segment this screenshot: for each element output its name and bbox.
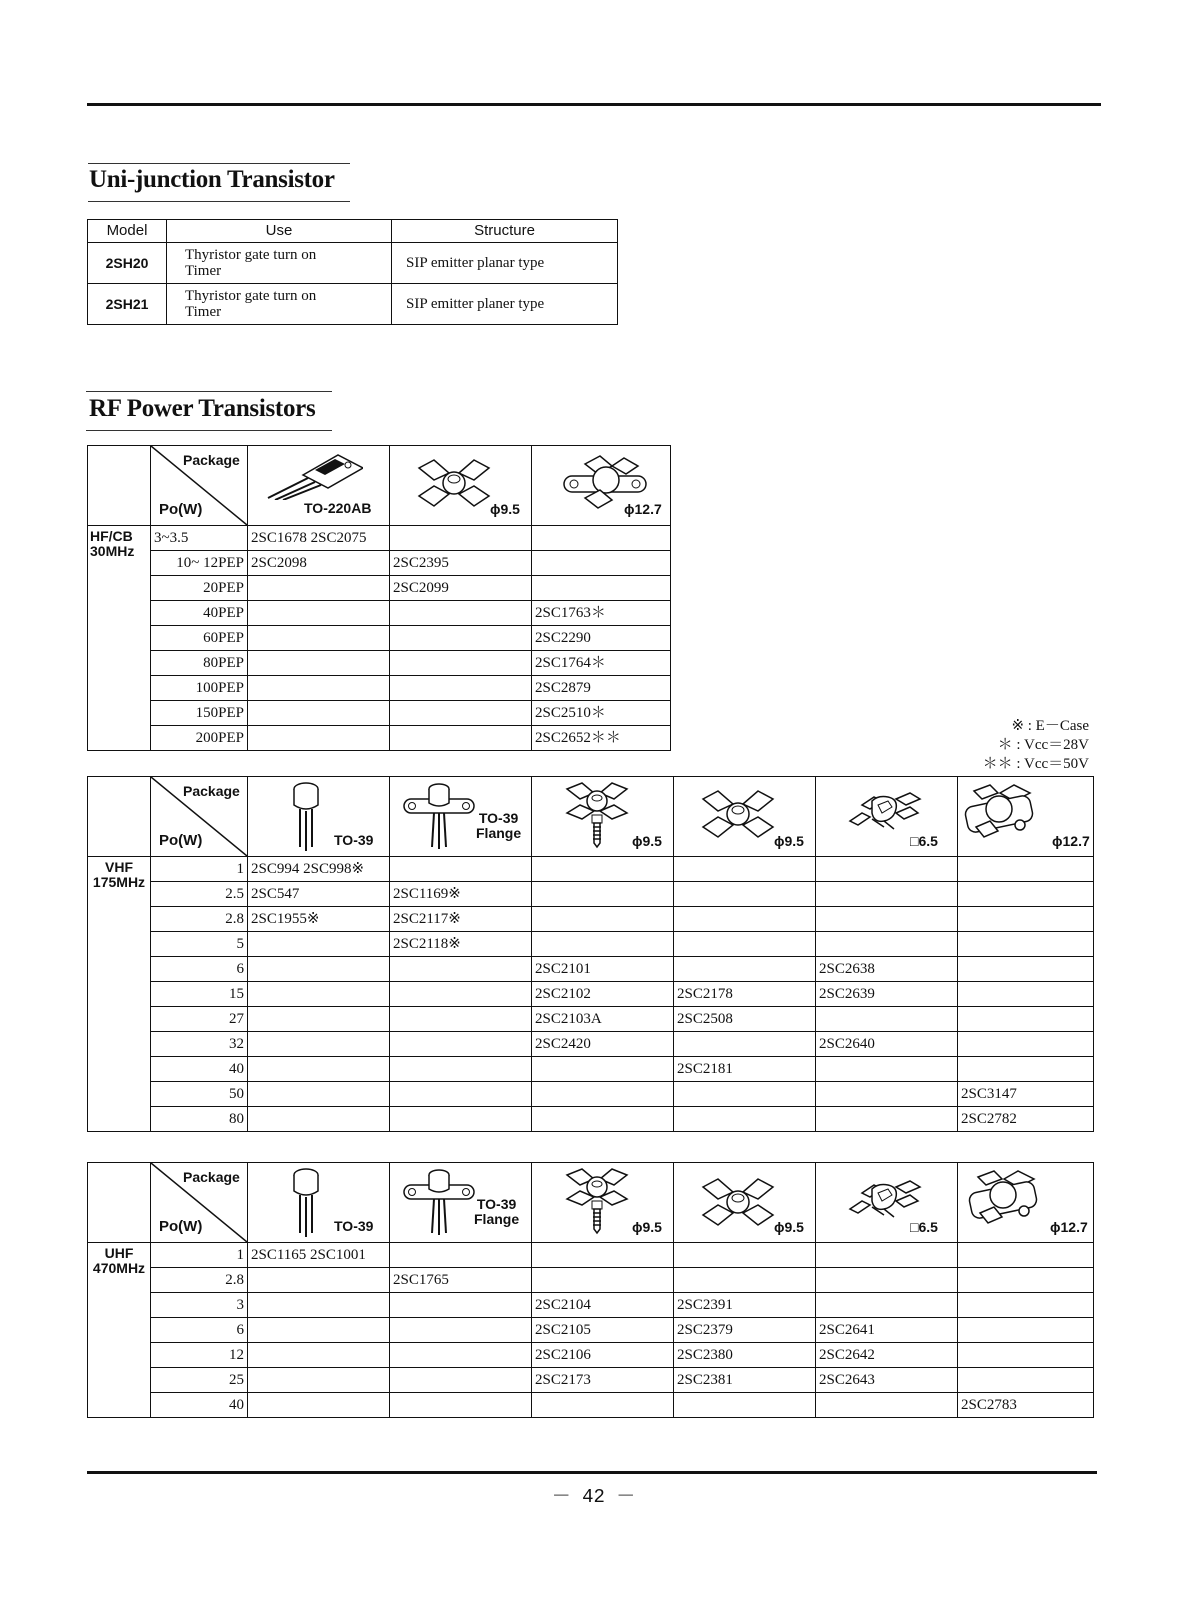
table-row: [88, 982, 1094, 1007]
hf-pkg-flange-12-7: [532, 446, 671, 526]
model-cell: [248, 1082, 390, 1107]
model-cell: 2SC2099: [390, 576, 532, 601]
model-cell: [958, 1368, 1094, 1393]
model-cell: [248, 726, 390, 751]
ujt-use-line2: Timer: [185, 263, 222, 279]
vhf-corner: [88, 777, 151, 857]
table-row: [88, 1057, 1094, 1082]
model-cell: 2SC1169※: [390, 882, 532, 907]
model-cell: [958, 982, 1094, 1007]
ujt-header-row: [88, 220, 618, 243]
model-cell: [390, 1393, 532, 1418]
model-cell: [674, 857, 816, 882]
ujt-use-line1: Thyristor gate turn on: [185, 288, 317, 304]
model-cell: [958, 882, 1094, 907]
model-cell: [248, 576, 390, 601]
model-cell: [390, 857, 532, 882]
model-cell: 2SC2879: [532, 676, 671, 701]
model-cell: 2SC2379: [674, 1318, 816, 1343]
model-cell: [816, 1243, 958, 1268]
model-cell: [248, 1368, 390, 1393]
to39-flange-package-icon: [402, 781, 477, 851]
model-cell: [958, 1293, 1094, 1318]
model-cell: 2SC2290: [532, 626, 671, 651]
power-cell: 6: [151, 1318, 248, 1343]
power-cell: 40: [151, 1057, 248, 1082]
model-cell: 2SC2395: [390, 551, 532, 576]
uhf-pkg-stud-9-5: [532, 1163, 674, 1243]
model-cell: [390, 957, 532, 982]
band-name: VHF: [105, 859, 133, 875]
po-label: Po(W): [159, 832, 203, 849]
table-row: [88, 551, 671, 576]
vhf-package-po-header: [151, 777, 248, 857]
table-row: [88, 1343, 1094, 1368]
model-cell: [816, 1393, 958, 1418]
table-row: [88, 882, 1094, 907]
table-row: [88, 526, 671, 551]
uhf-pkg-stripline-9-5: [674, 1163, 816, 1243]
model-cell: [958, 1318, 1094, 1343]
hf-package-po-header: [151, 446, 248, 526]
vhf-pkg-stripline-9-5: [674, 777, 816, 857]
ujt-title-rule-bottom: [88, 201, 350, 202]
table-row: [88, 626, 671, 651]
table-row: [88, 1293, 1094, 1318]
package-name-line1: TO-39: [476, 1196, 517, 1212]
ujt-use: [167, 284, 392, 325]
table-row: [88, 857, 1094, 882]
model-cell: [816, 882, 958, 907]
model-cell: [532, 551, 671, 576]
table-row: [88, 1107, 1094, 1132]
package-name: TO-39: [334, 832, 374, 848]
model-cell: [816, 1082, 958, 1107]
model-cell: [958, 932, 1094, 957]
model-cell: [390, 701, 532, 726]
power-cell: 100PEP: [151, 676, 248, 701]
model-cell: 2SC2105: [532, 1318, 674, 1343]
model-cell: [532, 526, 671, 551]
model-cell: [248, 1007, 390, 1032]
vhf-header-row: [88, 777, 1094, 857]
package-dimension: ϕ12.7: [1052, 833, 1090, 849]
package-dimension: ϕ12.7: [624, 501, 662, 517]
model-cell: [248, 1107, 390, 1132]
model-cell: [248, 676, 390, 701]
power-cell: 40: [151, 1393, 248, 1418]
model-cell: [816, 1268, 958, 1293]
hf-band-label: [88, 526, 151, 751]
model-cell: [674, 1268, 816, 1293]
package-name: TO-39: [334, 1218, 374, 1234]
ujt-structure: SIP emitter planer type: [392, 284, 618, 325]
band-frequency: 175MHz: [92, 874, 146, 890]
power-cell: 150PEP: [151, 701, 248, 726]
model-cell: [390, 676, 532, 701]
power-cell: 2.8: [151, 1268, 248, 1293]
model-cell: [248, 1343, 390, 1368]
model-cell: [958, 1007, 1094, 1032]
vhf-pkg-to39-flange: [390, 777, 532, 857]
package-dimension: ϕ9.5: [632, 1219, 662, 1235]
model-cell: [248, 1318, 390, 1343]
table-row: [88, 701, 671, 726]
model-cell: 2SC2508: [674, 1007, 816, 1032]
model-cell: 2SC2118※: [390, 932, 532, 957]
model-cell: [248, 932, 390, 957]
model-cell: [248, 1293, 390, 1318]
model-cell: [958, 1032, 1094, 1057]
model-cell: [532, 857, 674, 882]
package-name: TO-220AB: [304, 500, 372, 516]
model-cell: [674, 1032, 816, 1057]
po-label: Po(W): [159, 1218, 203, 1235]
model-cell: [248, 1057, 390, 1082]
model-cell: [816, 1107, 958, 1132]
model-cell: 2SC2178: [674, 982, 816, 1007]
model-cell: [958, 907, 1094, 932]
vhf-pkg-stud-9-5: [532, 777, 674, 857]
model-cell: [390, 1032, 532, 1057]
model-cell: [390, 1343, 532, 1368]
model-cell: 2SC2642: [816, 1343, 958, 1368]
package-label: Package: [183, 783, 240, 799]
flange-package-icon: [962, 783, 1036, 843]
legend-vcc-50v: ＊＊ : Vcc＝50V: [982, 756, 1089, 772]
model-cell: 2SC2102: [532, 982, 674, 1007]
band-name: HF/CB: [90, 528, 133, 544]
table-row: [88, 576, 671, 601]
ujt-header-use: Use: [167, 220, 392, 243]
stripline-package-icon: [414, 458, 494, 508]
uhf-pkg-square-6-5: [816, 1163, 958, 1243]
model-cell: [816, 857, 958, 882]
vhf-band-label: [88, 857, 151, 1132]
model-cell: 2SC2640: [816, 1032, 958, 1057]
model-cell: [958, 1268, 1094, 1293]
ujt-use-line2: Timer: [185, 304, 222, 320]
band-name: UHF: [104, 1245, 134, 1261]
uhf-package-po-header: [151, 1163, 248, 1243]
power-cell: 5: [151, 932, 248, 957]
ujt-use-line1: Thyristor gate turn on: [185, 247, 317, 263]
model-cell: 2SC2106: [532, 1343, 674, 1368]
model-cell: [390, 1293, 532, 1318]
ujt-use: [167, 243, 392, 284]
power-cell: 1: [151, 857, 248, 882]
model-cell: [674, 1243, 816, 1268]
table-row: [88, 1082, 1094, 1107]
power-cell: 200PEP: [151, 726, 248, 751]
model-cell: 2SC2391: [674, 1293, 816, 1318]
stud-package-icon: [562, 1167, 632, 1235]
ujt-model: 2SH21: [88, 284, 167, 325]
po-label: Po(W): [159, 501, 203, 518]
table-row: [88, 651, 671, 676]
power-cell: 80: [151, 1107, 248, 1132]
model-cell: [532, 1268, 674, 1293]
table-row: [88, 1393, 1094, 1418]
top-rule: [87, 103, 1101, 106]
table-row: [88, 932, 1094, 957]
model-cell: 2SC2098: [248, 551, 390, 576]
legend-e-case: ※ : E－Case: [1011, 718, 1089, 734]
model-cell: [958, 957, 1094, 982]
model-cell: 2SC2783: [958, 1393, 1094, 1418]
model-cell: [532, 1057, 674, 1082]
to39-package-icon: [288, 1167, 328, 1237]
model-cell: [390, 1243, 532, 1268]
table-row: [88, 957, 1094, 982]
table-row: [88, 1368, 1094, 1393]
package-label: Package: [183, 1169, 240, 1185]
model-cell: [248, 651, 390, 676]
model-cell: 2SC2643: [816, 1368, 958, 1393]
band-frequency: 30MHz: [90, 543, 135, 559]
model-cell: [674, 907, 816, 932]
stud-package-icon: [562, 781, 632, 849]
ujt-model: 2SH20: [88, 243, 167, 284]
uhf-pkg-to39: [248, 1163, 390, 1243]
model-cell: [390, 651, 532, 676]
power-cell: 27: [151, 1007, 248, 1032]
package-dimension: ϕ9.5: [774, 1219, 804, 1235]
model-cell: 2SC2641: [816, 1318, 958, 1343]
model-cell: [248, 1393, 390, 1418]
model-cell: [958, 857, 1094, 882]
rf-title-rule-top: [86, 391, 332, 392]
flange-package-icon: [966, 1169, 1040, 1229]
model-cell: [958, 1057, 1094, 1082]
model-cell: 2SC2652＊＊: [532, 726, 671, 751]
model-cell: [390, 726, 532, 751]
to220-package-icon: [263, 450, 363, 500]
package-label: Package: [183, 452, 240, 468]
model-cell: [390, 1082, 532, 1107]
table-row: [88, 1268, 1094, 1293]
table-row: [88, 676, 671, 701]
hf-pkg-to220ab: [248, 446, 390, 526]
table-row: [88, 1243, 1094, 1268]
power-cell: 3~3.5: [151, 526, 248, 551]
to39-package-icon: [288, 781, 328, 851]
model-cell: [390, 1007, 532, 1032]
table-row: [88, 1032, 1094, 1057]
uhf-pkg-to39-flange: [390, 1163, 532, 1243]
ujt-table: [87, 219, 618, 325]
hf-pkg-stripline-9-5: [390, 446, 532, 526]
model-cell: [532, 1107, 674, 1132]
power-cell: 15: [151, 982, 248, 1007]
legend-vcc-28v: ＊ : Vcc＝28V: [997, 737, 1089, 753]
bottom-rule: [87, 1471, 1097, 1474]
vhf-pkg-square-6-5: [816, 777, 958, 857]
band-frequency: 470MHz: [92, 1260, 146, 1276]
model-cell: 2SC2181: [674, 1057, 816, 1082]
model-cell: [674, 932, 816, 957]
model-cell: [674, 1393, 816, 1418]
model-cell: 2SC2782: [958, 1107, 1094, 1132]
ujt-title: Uni-junction Transistor: [89, 166, 335, 193]
model-cell: 2SC1763＊: [532, 601, 671, 626]
model-cell: 2SC1955※: [248, 907, 390, 932]
model-cell: [674, 882, 816, 907]
power-cell: 80PEP: [151, 651, 248, 676]
model-cell: 2SC2101: [532, 957, 674, 982]
model-cell: [390, 1368, 532, 1393]
uhf-pkg-flange-12-7: [958, 1163, 1094, 1243]
power-cell: 25: [151, 1368, 248, 1393]
model-cell: [958, 1343, 1094, 1368]
model-cell: [248, 601, 390, 626]
stripline-package-icon: [698, 1177, 778, 1227]
power-cell: 1: [151, 1243, 248, 1268]
square-package-icon: [848, 791, 926, 831]
model-cell: 2SC1764＊: [532, 651, 671, 676]
model-cell: [674, 1107, 816, 1132]
model-cell: [390, 1318, 532, 1343]
model-cell: [816, 907, 958, 932]
power-cell: 60PEP: [151, 626, 248, 651]
model-cell: [248, 626, 390, 651]
model-cell: [816, 1057, 958, 1082]
table-row: [88, 1007, 1094, 1032]
package-dimension: ϕ9.5: [774, 833, 804, 849]
power-cell: 12: [151, 1343, 248, 1368]
package-name-line1: TO-39: [478, 810, 519, 826]
model-cell: 2SC2104: [532, 1293, 674, 1318]
power-cell: 20PEP: [151, 576, 248, 601]
model-cell: [532, 1243, 674, 1268]
model-cell: [532, 932, 674, 957]
model-cell: [390, 626, 532, 651]
model-cell: 2SC2639: [816, 982, 958, 1007]
table-row: [88, 243, 618, 284]
package-dimension: ϕ12.7: [1050, 1219, 1088, 1235]
model-cell: 2SC1765: [390, 1268, 532, 1293]
ujt-header-structure: Structure: [392, 220, 618, 243]
model-cell: 2SC2117※: [390, 907, 532, 932]
rf-title-rule-bottom: [86, 430, 332, 431]
power-cell: 2.5: [151, 882, 248, 907]
model-cell: [390, 982, 532, 1007]
model-cell: 2SC2638: [816, 957, 958, 982]
vhf-table: [87, 776, 1094, 1132]
hf-table: [87, 445, 671, 751]
vhf-pkg-to39: [248, 777, 390, 857]
package-dimension: ϕ9.5: [490, 501, 520, 517]
model-cell: [532, 907, 674, 932]
package-name-line2: Flange: [474, 1211, 520, 1227]
model-cell: [248, 1032, 390, 1057]
square-package-icon: [848, 1179, 926, 1219]
ujt-header-model: Model: [88, 220, 167, 243]
hf-corner: [88, 446, 151, 526]
model-cell: [674, 957, 816, 982]
model-cell: [532, 576, 671, 601]
model-cell: [390, 1057, 532, 1082]
table-row: [88, 907, 1094, 932]
legend: [983, 717, 1089, 774]
model-cell: 2SC1165 2SC1001: [248, 1243, 390, 1268]
uhf-corner: [88, 1163, 151, 1243]
rf-title: RF Power Transistors: [89, 395, 316, 422]
power-cell: 2.8: [151, 907, 248, 932]
model-cell: [674, 1082, 816, 1107]
model-cell: 2SC1678 2SC2075: [248, 526, 390, 551]
model-cell: [958, 1243, 1094, 1268]
uhf-band-label: [88, 1243, 151, 1418]
model-cell: [532, 1082, 674, 1107]
model-cell: [532, 1393, 674, 1418]
package-name-line2: Flange: [476, 825, 522, 841]
model-cell: [390, 526, 532, 551]
power-cell: 6: [151, 957, 248, 982]
model-cell: 2SC2420: [532, 1032, 674, 1057]
package-dimension: □6.5: [910, 1219, 938, 1235]
model-cell: [248, 701, 390, 726]
model-cell: 2SC2381: [674, 1368, 816, 1393]
model-cell: [248, 957, 390, 982]
model-cell: 2SC2173: [532, 1368, 674, 1393]
hf-header-row: [88, 446, 671, 526]
model-cell: 2SC3147: [958, 1082, 1094, 1107]
power-cell: 3: [151, 1293, 248, 1318]
uhf-header-row: [88, 1163, 1094, 1243]
power-cell: 10~ 12PEP: [151, 551, 248, 576]
package-name: [476, 811, 521, 841]
package-name: [474, 1197, 519, 1227]
to39-flange-package-icon: [402, 1167, 477, 1237]
model-cell: 2SC2103A: [532, 1007, 674, 1032]
model-cell: [532, 882, 674, 907]
model-cell: 2SC2510＊: [532, 701, 671, 726]
model-cell: 2SC2380: [674, 1343, 816, 1368]
power-cell: 40PEP: [151, 601, 248, 626]
model-cell: 2SC994 2SC998※: [248, 857, 390, 882]
model-cell: [390, 601, 532, 626]
ujt-structure: SIP emitter planar type: [392, 243, 618, 284]
package-dimension: ϕ9.5: [632, 833, 662, 849]
ujt-title-rule-top: [88, 163, 350, 164]
table-row: [88, 726, 671, 751]
power-cell: 50: [151, 1082, 248, 1107]
model-cell: [816, 932, 958, 957]
vhf-pkg-flange-12-7: [958, 777, 1094, 857]
package-dimension: □6.5: [910, 833, 938, 849]
model-cell: 2SC547: [248, 882, 390, 907]
uhf-table: [87, 1162, 1094, 1418]
stripline-package-icon: [698, 789, 778, 839]
table-row: [88, 601, 671, 626]
power-cell: 32: [151, 1032, 248, 1057]
model-cell: [816, 1293, 958, 1318]
model-cell: [816, 1007, 958, 1032]
table-row: [88, 1318, 1094, 1343]
model-cell: [390, 1107, 532, 1132]
model-cell: [248, 1268, 390, 1293]
page-number: － 42 －: [551, 1486, 636, 1508]
table-row: [88, 284, 618, 325]
model-cell: [248, 982, 390, 1007]
